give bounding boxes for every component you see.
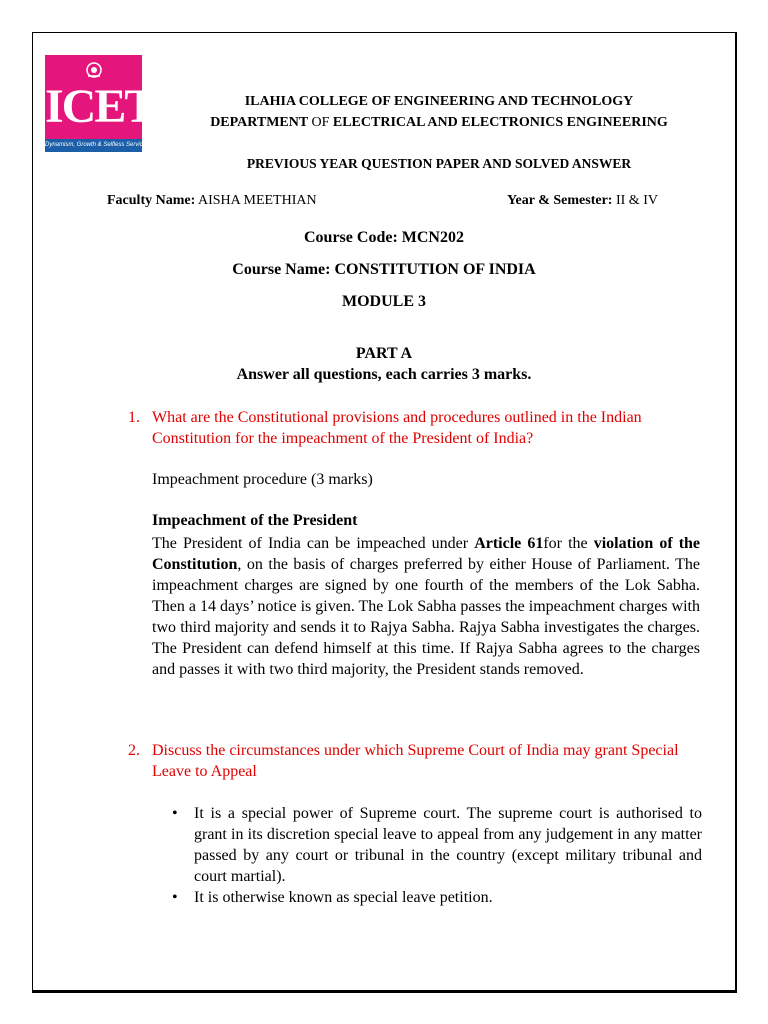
question-2 xyxy=(128,740,698,782)
logo-tagline: Dynamism, Growth & Selfless Service xyxy=(45,139,142,152)
part-title: PART A xyxy=(355,345,413,362)
bullet-icon: • xyxy=(172,805,178,822)
list-item: • It is otherwise known as special leave petition. xyxy=(172,889,493,906)
answer-heading: Impeachment of the President xyxy=(152,512,358,529)
year-semester-info: Year & Semester: II & IV xyxy=(507,193,658,208)
course-name: Course Name: CONSTITUTION OF INDIA xyxy=(232,261,536,278)
part-instructions: Answer all questions, each carries 3 marks. xyxy=(236,366,532,383)
bullet-icon: • xyxy=(172,889,178,906)
faculty-info: Faculty Name: AISHA MEETHIAN xyxy=(107,193,317,208)
module-title: MODULE 3 xyxy=(342,293,426,310)
paper-title: PREVIOUS YEAR QUESTION PAPER AND SOLVED ANSWER xyxy=(246,156,632,171)
logo-text: ICET xyxy=(45,80,155,133)
marks-note: Impeachment procedure (3 marks) xyxy=(152,471,373,488)
question-number: 2. xyxy=(128,742,140,759)
question-1 xyxy=(128,407,698,449)
course-code: Course Code: MCN202 xyxy=(304,229,464,246)
department-name: DEPARTMENT OF ELECTRICAL AND ELECTRONICS ENGINEERING xyxy=(210,115,668,130)
list-item: • It is a special power of Supreme court. The supreme court is authorised to grant in its discretion special leave to appeal from any judgement in any matter passed by any court or tribunal in the country (except military tribunal and court martial). xyxy=(172,805,702,885)
answer-paragraph: The President of India can be impeached under Article 61for the violation of the Constitution, on the basis of charges preferred by either House of Parliament. The impeachment charges are signed by one fourth of the members of the Lok Sabha. Then a 14 days’ notice is given. The Lok Sabha passes the impeachment charges with two third majority and sends it to Rajya Sabha. Rajya Sabha investigates the charges. The President can defend himself at this time. If Rajya Sabha agrees to the charges and passes it with two third majority, the President stands removed. xyxy=(152,535,701,678)
college-name: ILAHIA COLLEGE OF ENGINEERING AND TECHNOLOGY xyxy=(244,94,634,109)
question-text: Discuss the circumstances under which Supreme Court of India may grant Special Leave to Appeal xyxy=(152,742,679,780)
question-text: What are the Constitutional provisions and procedures outlined in the Indian Constitution for the impeachment of the President of India? xyxy=(152,409,642,447)
college-logo xyxy=(45,55,155,152)
question-number: 1. xyxy=(128,409,140,426)
answer-bullet-list xyxy=(170,803,702,908)
